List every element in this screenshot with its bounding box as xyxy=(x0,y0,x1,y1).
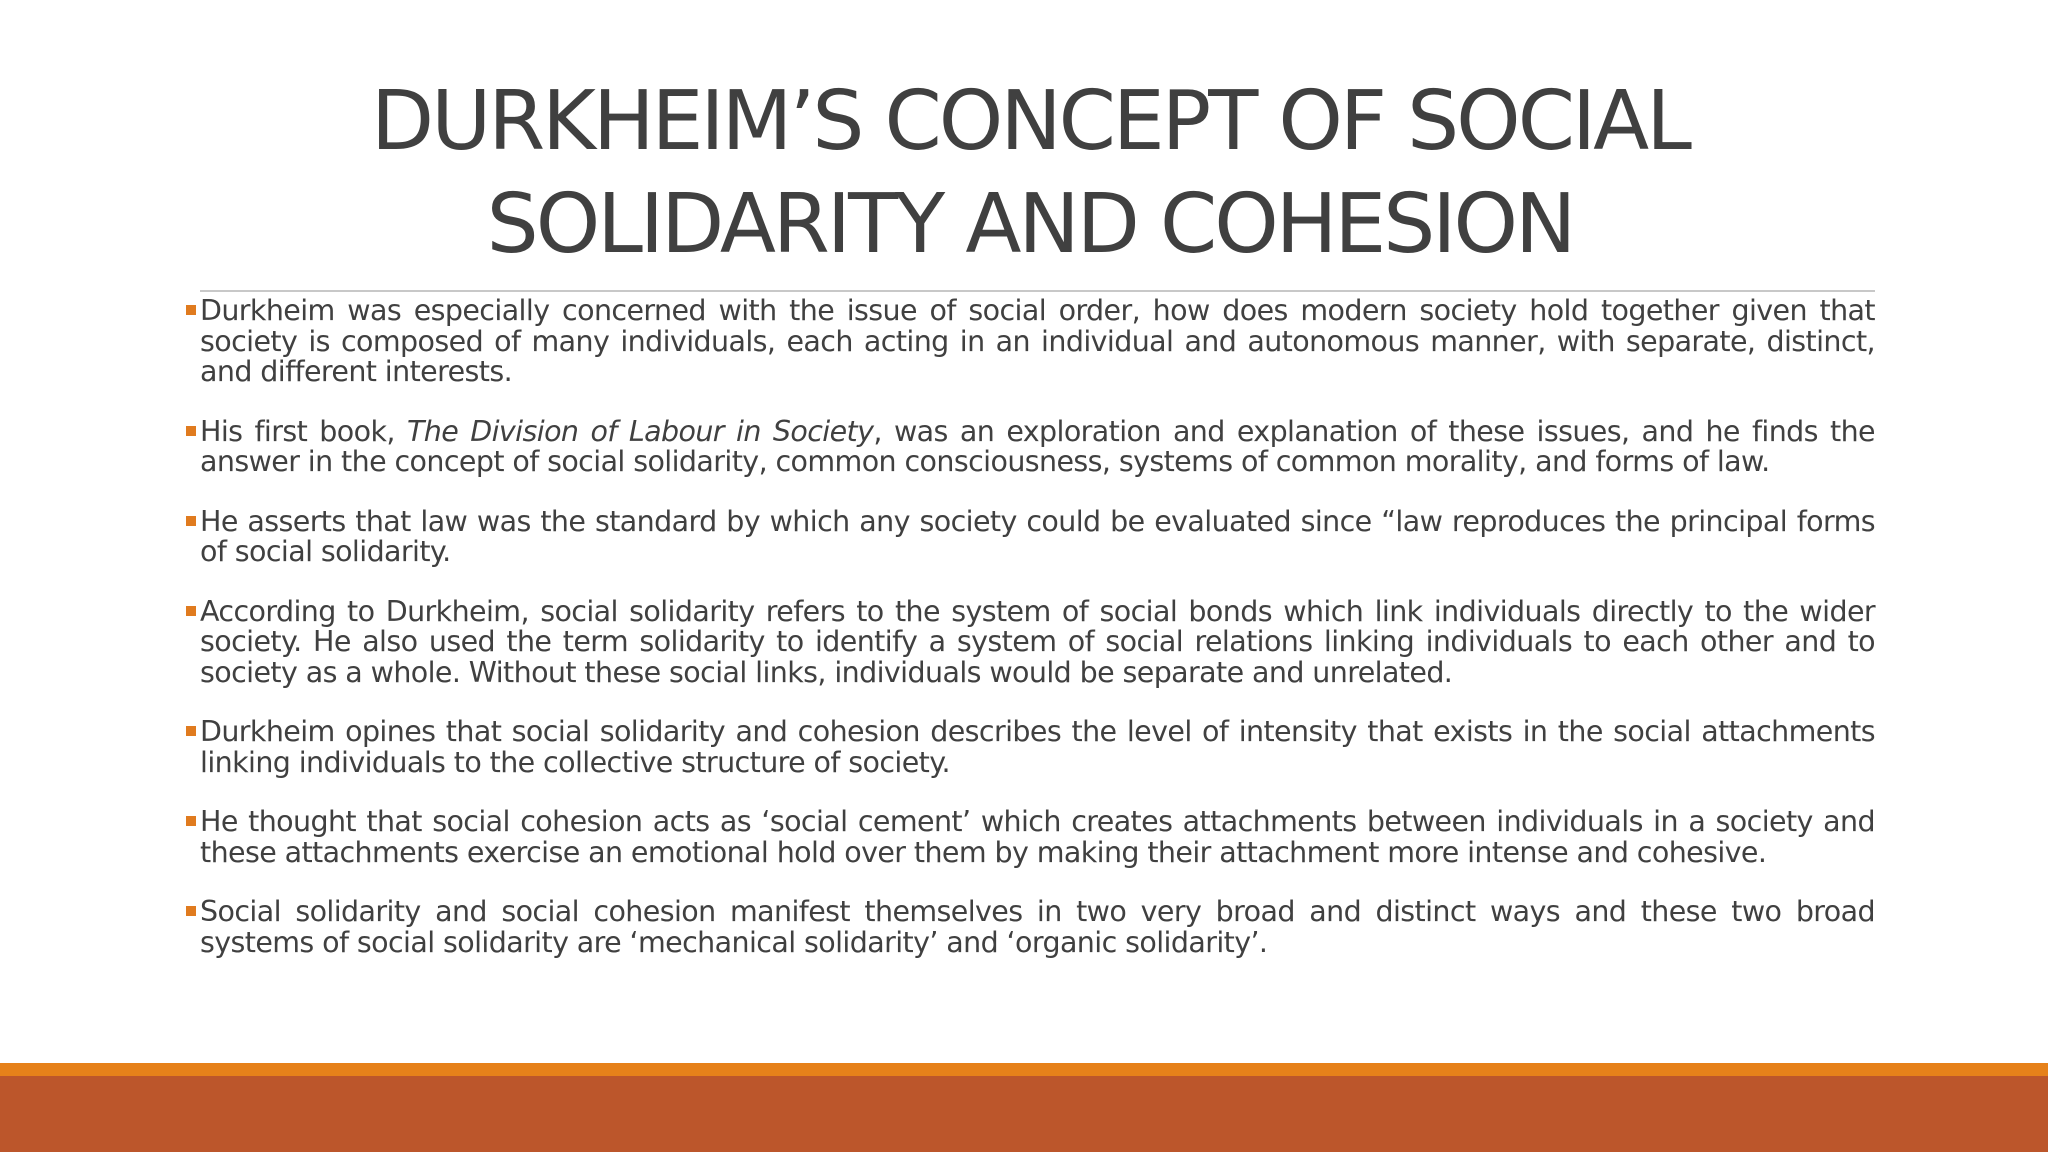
bullet-square-icon xyxy=(186,906,196,916)
bullet-item-4 xyxy=(200,594,1875,689)
bullet-square-icon xyxy=(186,816,196,826)
bullet-square-icon xyxy=(186,606,196,616)
bullet-square-icon xyxy=(186,305,196,315)
bullet-text: Durkheim opines that social solidarity and cohesion describes the level of intensity that exists in the social attachments linking individuals to the collective structure of society. xyxy=(200,715,1875,779)
title-line-2: SOLIDARITY AND COHESION xyxy=(486,177,1574,272)
footer-band xyxy=(0,1076,2048,1152)
bullet-item-6 xyxy=(200,807,1875,868)
footer-accent-stripe xyxy=(0,1063,2048,1076)
bullet-square-icon xyxy=(186,516,196,526)
title-divider xyxy=(200,290,1875,292)
bullet-text: He thought that social cohesion acts as ‘social cement’ which creates attachments between individuals in a society and these attachments exercise an emotional hold over them by making their attachment more intense and cohesive. xyxy=(200,805,1875,869)
bullet-text: He asserts that law was the standard by which any society could be evaluated since “law reproduces the principal forms of social solidarity. xyxy=(200,504,1875,568)
slide-title xyxy=(200,70,1860,276)
bullet-item-3 xyxy=(200,504,1875,568)
bullet-text-after: , was an exploration and explanation of these issues, and he finds the answer in the concept of social solidarity, common consciousness, systems of common morality, and forms of law. xyxy=(200,414,1875,478)
bullet-item-2 xyxy=(200,414,1875,478)
bullet-text: Durkheim was especially concerned with the issue of social order, how does modern society hold together given that society is composed of many individuals, each acting in an individual and autonomous manner, with separate, distinct, and different interests. xyxy=(200,294,1875,388)
bullet-item-7 xyxy=(200,897,1875,958)
bullet-text: According to Durkheim, social solidarity refers to the system of social bonds which link individuals directly to the wider society. He also used the term solidarity to identify a system of social relations linking individuals to each other and to society as a whole. Without these social links, individuals would be separate and unrelated. xyxy=(200,594,1875,689)
bullet-square-icon xyxy=(186,726,196,736)
bullet-item-5 xyxy=(200,717,1875,778)
title-line-1: DURKHEIM’S CONCEPT OF SOCIAL xyxy=(371,74,1689,169)
book-title: The Division of Labour in Society xyxy=(406,414,874,448)
bullet-item-1 xyxy=(200,296,1875,388)
bullet-text: Social solidarity and social cohesion manifest themselves in two very broad and distinct ways and these two broad systems of social solidarity are ‘mechanical solidarity’ and ‘organic solidarity’. xyxy=(200,895,1875,959)
bullet-square-icon xyxy=(186,426,196,436)
bullet-list xyxy=(200,296,1875,987)
bullet-text-before: His first book, xyxy=(200,414,407,448)
